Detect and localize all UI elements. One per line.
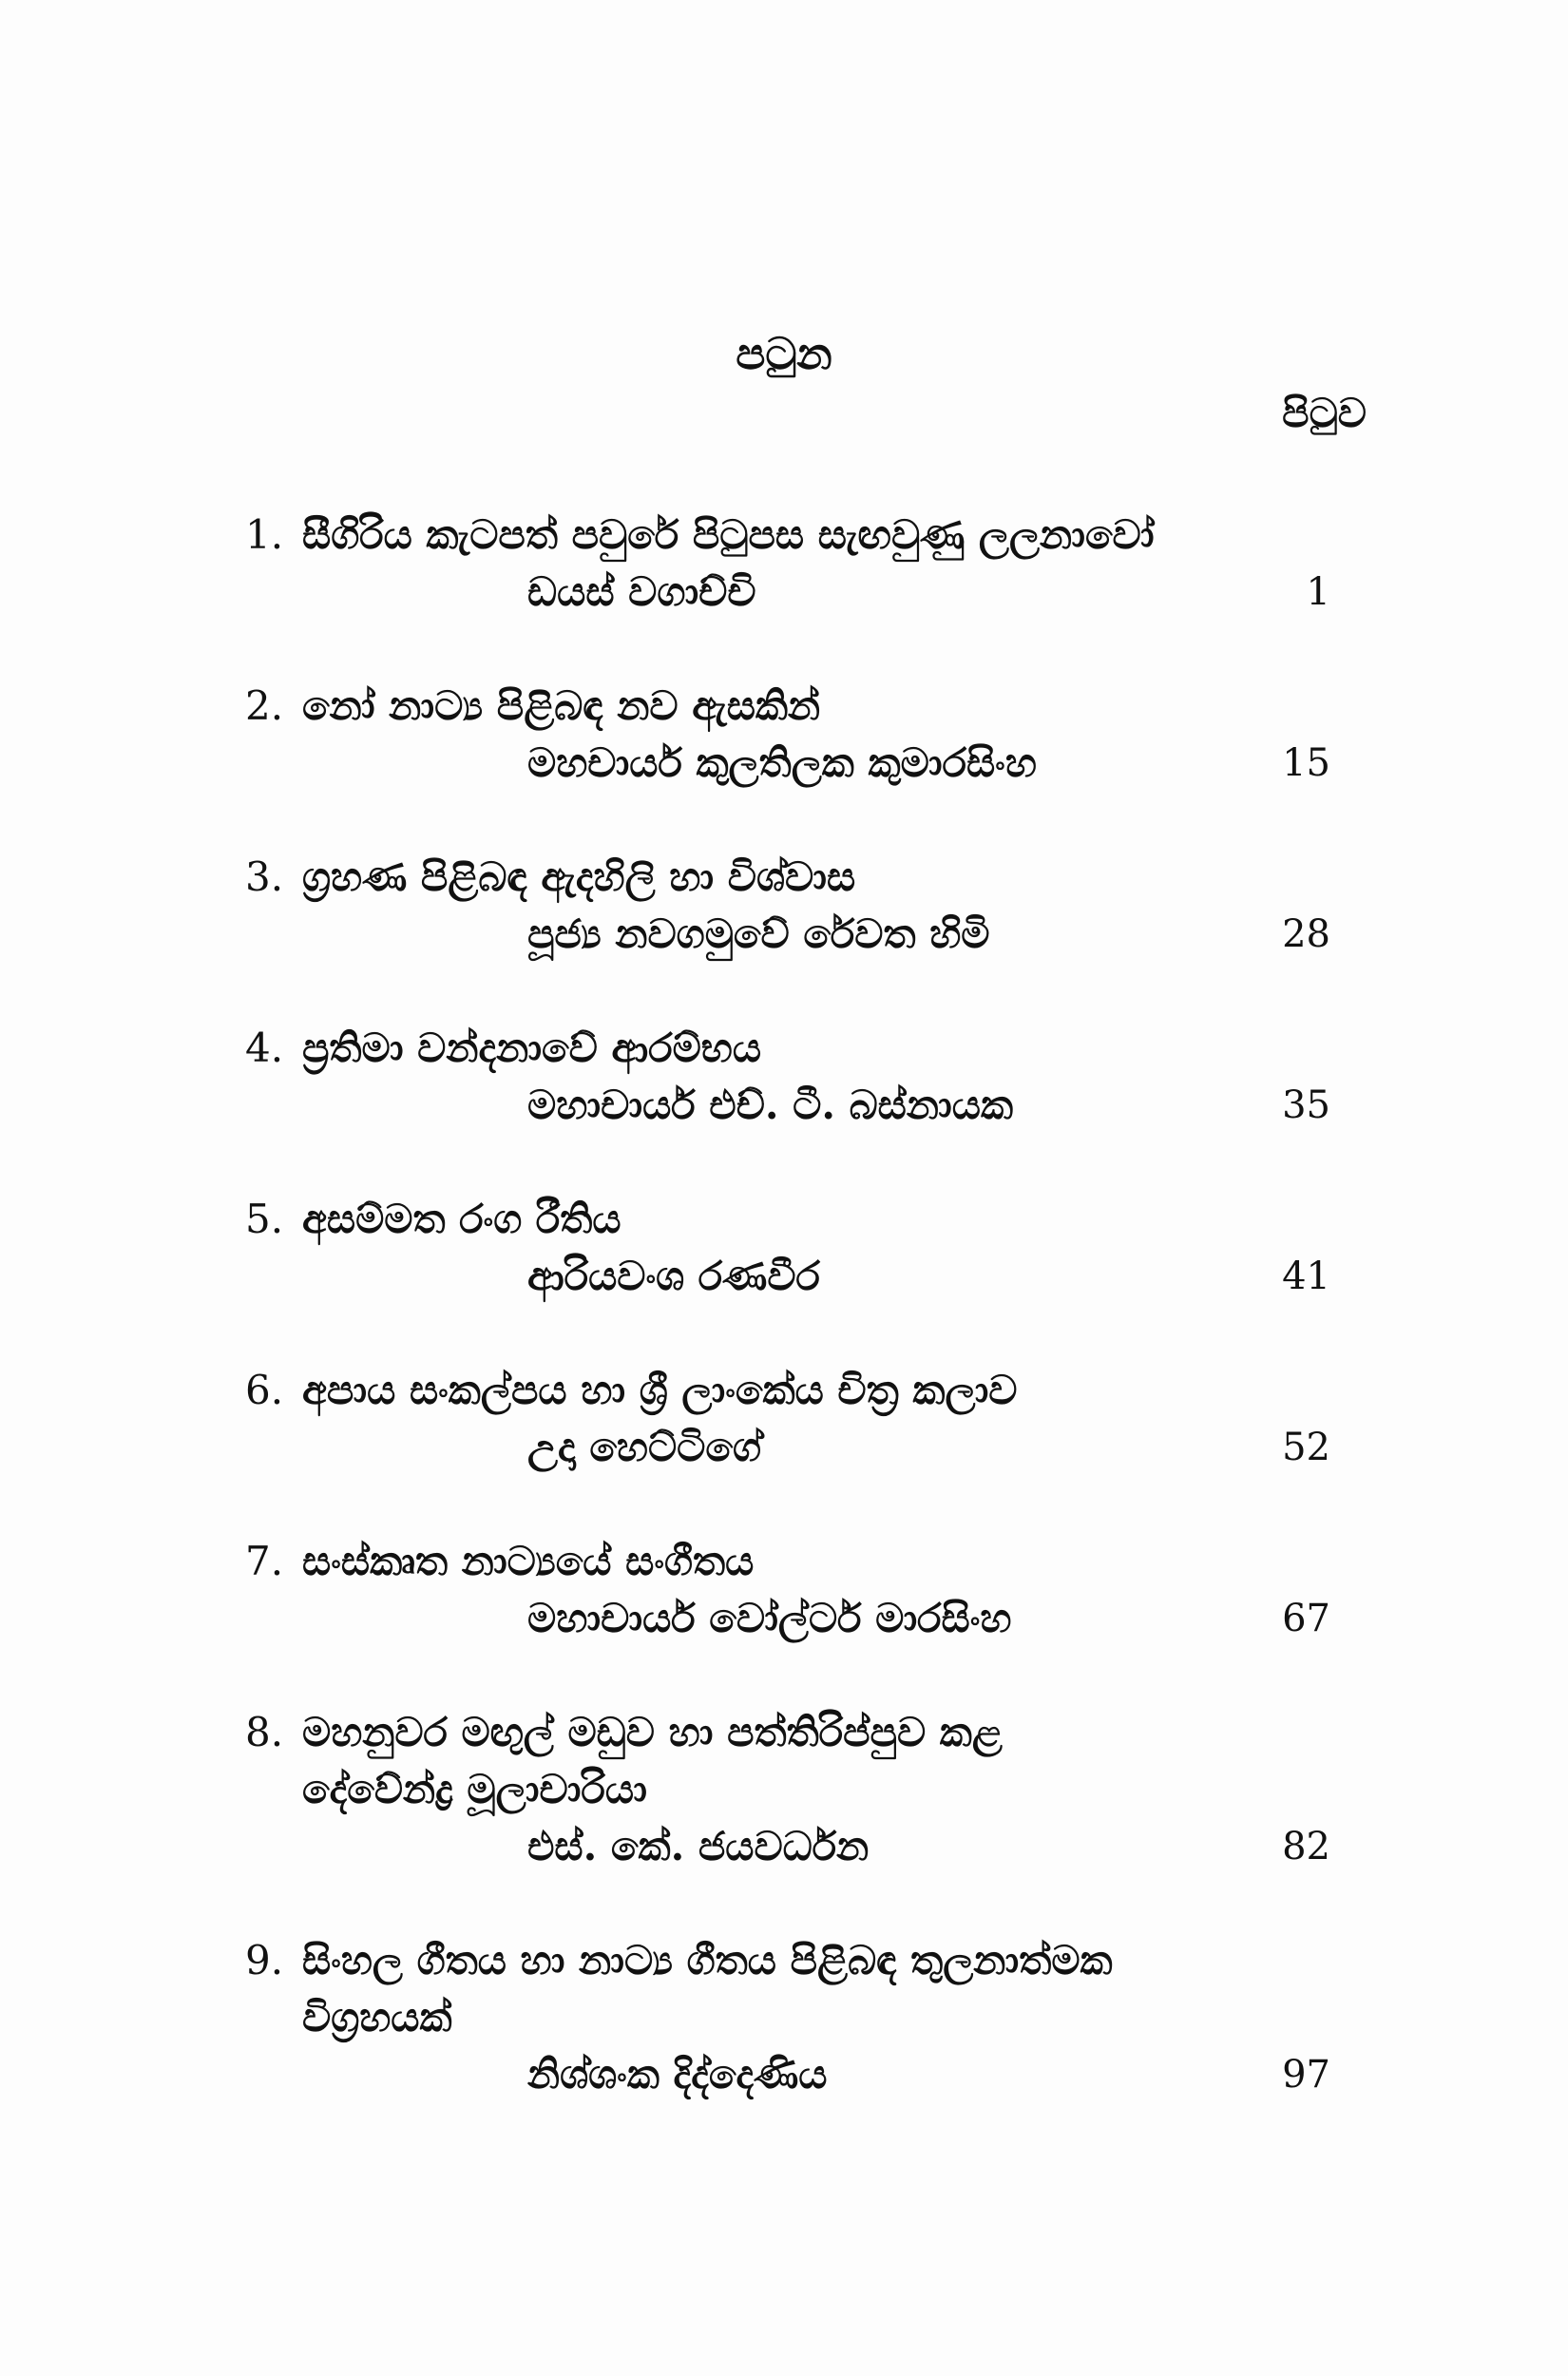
entry-title: ප්‍රතිමා වන්දනාවේ ආරම්භය — [302, 1025, 762, 1071]
page-title: පටුන — [736, 328, 832, 379]
entry-number: 4. — [245, 1025, 284, 1071]
entry-number: 5. — [245, 1196, 284, 1242]
entry-title-continued: දේවේන්ද්‍ර මූලාචාරියා — [302, 1766, 647, 1812]
entry-page-number: 82 — [1282, 1825, 1330, 1868]
entry-title: ග්‍රහණ පිළිබඳ ඇදහිලි හා විශ්වාස — [302, 853, 856, 900]
toc-entry — [0, 1706, 1568, 1934]
entry-title: සිංහල ගීතය හා නාට්‍ය ගීතය පිළිබඳ තුලනාත්මක — [302, 1937, 1113, 1983]
entry-author: මහචාර්ය කුලතිලක කුමාරසිංහ — [527, 739, 1037, 786]
entry-page-number: 97 — [1282, 2053, 1330, 2097]
toc-entry — [0, 508, 1568, 680]
entry-page-number: 52 — [1282, 1426, 1330, 1469]
entry-author: මහාචාර්ය එච්. ටී. බස්නායක — [527, 1082, 1014, 1128]
entry-title-continued: විග්‍රහයක් — [302, 1994, 452, 2041]
entry-page-number: 35 — [1282, 1083, 1330, 1127]
entry-title: සංස්කෘත නාට්‍යයේ සංගීතය — [302, 1538, 755, 1584]
entry-title: අසම්මත රංග රීතිය — [302, 1196, 621, 1242]
toc-entry — [0, 851, 1568, 1022]
toc-entry — [0, 1022, 1568, 1193]
toc-entry — [0, 1193, 1568, 1364]
entry-author: ආරියවංශ රණවීර — [527, 1253, 820, 1299]
entry-author: ඩයස් වගාච්චි — [527, 568, 756, 615]
entry-page-number: 41 — [1282, 1255, 1330, 1298]
entry-page-number: 67 — [1282, 1597, 1330, 1640]
entry-author: පූජ්‍ය නවගමුවේ රේවත හිමි — [527, 910, 990, 957]
entry-page-number: 28 — [1282, 912, 1330, 956]
entry-author: නිශ්ශංක දිද්දෙණිය — [527, 2051, 828, 2098]
entry-title: මහනුවර මඟුල් මඩුව හා පත්තිරිප්පුව කළ — [302, 1709, 1003, 1755]
entry-author: උදා හෙට්ටිගේ — [527, 1424, 762, 1470]
entry-page-number: 1 — [1306, 570, 1330, 614]
entry-number: 7. — [245, 1538, 284, 1584]
entry-title: අපාය සංකල්පය හා ශ්‍රී ලාංකේය චිත්‍ර කලාව — [302, 1367, 1018, 1413]
entry-author: මහාචාර්ය වෝල්ටර් මාරසිංහ — [527, 1595, 1012, 1641]
toc-entry — [0, 1535, 1568, 1706]
entry-page-number: 15 — [1282, 741, 1330, 785]
entry-number: 1. — [245, 511, 284, 558]
entry-number: 6. — [245, 1367, 284, 1413]
entry-number: 2. — [245, 682, 284, 729]
entry-author: එස්. කේ. ජයවර්ධන — [527, 1823, 870, 1869]
table-of-contents — [0, 508, 1568, 2162]
toc-entry — [0, 680, 1568, 851]
entry-number: 3. — [245, 853, 284, 900]
entry-title: නෝ නාට්‍ය පිළිබඳ නව ඇසකින් — [302, 682, 821, 729]
toc-entry — [0, 1934, 1568, 2162]
entry-number: 9. — [245, 1937, 284, 1983]
entry-number: 8. — [245, 1709, 284, 1755]
entry-title: සීගිරිය කැටපත් පවුරේ පිටුපස සැඟවුණු ලලනාවෝ — [302, 511, 1155, 558]
toc-entry — [0, 1364, 1568, 1535]
page-column-label: පිටුව — [1282, 390, 1367, 436]
